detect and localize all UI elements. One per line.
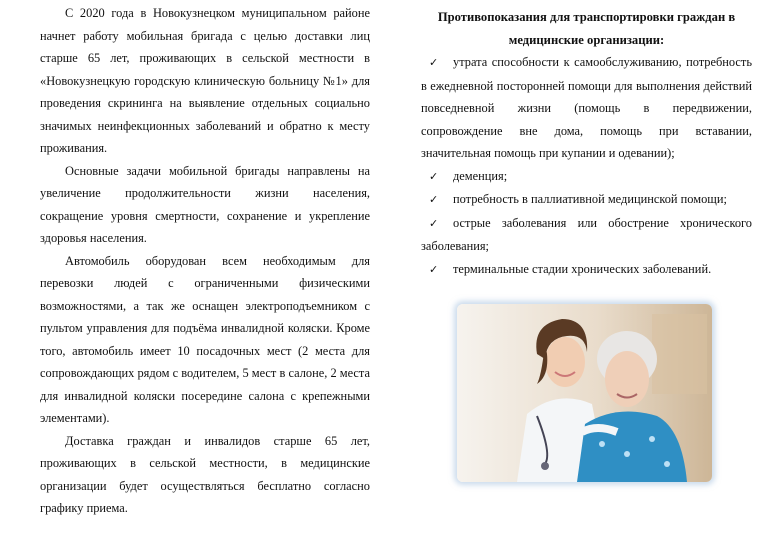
list-item <box>421 165 752 189</box>
list-item <box>421 258 752 282</box>
checkmark-icon: ✓ <box>429 56 439 69</box>
list-item-text: терминальные стадии хронических заболеваний. <box>453 261 712 276</box>
paragraph-vehicle: Автомобиль оборудован всем необходимым для перевозки людей с ограниченными физическими возможностями, а так же оснащен электроподъемником с пультом управления для подъёма инвалидной коляски. Кроме того, автомобиль имеет 10 посадочных мест (2 места для сопровождающих рядом с водителем, 5 мест в салоне, 2 места для инвалидной коляски посередине салона с крепежными элементами). <box>40 253 370 425</box>
list-item-text: острые заболевания или обострение хронического заболевания; <box>421 215 752 253</box>
list-item <box>421 212 752 258</box>
paragraph-delivery: Доставка граждан и инвалидов старше 65 лет, проживающих в сельской местности, в медицинские организации будет осуществляться бесплатно согласно графику приема. <box>40 433 370 515</box>
list-item-text: утрата способности к самообслуживанию, потребность в ежедневной посторонней помощи для выполнения действий повседневной жизни (помощь в передвижении, сопровождение вне дома, помощь при вставании, значительная помощь при купании и одевании); <box>421 55 752 160</box>
paragraph-intro: С 2020 года в Новокузнецком муниципальном районе начнет работу мобильная бригада с целью доставки лиц старше 65 лет, проживающих в сельской местности в «Новокузнецкую городскую клиническую больницу №1» для проведения скрининга на выявление отдельных социально значимых неинфекционных заболеваний и обратно к месту проживания. <box>40 6 370 155</box>
checkmark-icon: ✓ <box>429 169 439 183</box>
list-item <box>421 188 752 212</box>
checkmark-icon: ✓ <box>429 193 439 206</box>
contraindications-column <box>421 2 752 281</box>
contraindications-title: Противопоказания для транспортировки граждан в медицинские организации: <box>437 10 736 47</box>
nurse-elderly-photo <box>457 304 712 482</box>
list-item <box>421 51 752 165</box>
list-item-text: потребность в паллиативной медицинской помощи; <box>453 192 727 206</box>
checkmark-icon: ✓ <box>429 262 439 276</box>
intro-column <box>40 2 370 520</box>
checkmark-icon: ✓ <box>429 216 439 230</box>
list-item-text: деменция; <box>453 168 508 183</box>
paragraph-tasks: Основные задачи мобильной бригады направлены на увеличение продолжительности жизни населения, сокращение уровня смертности, сохранение и укрепление здоровья населения. <box>40 163 370 245</box>
contraindications-list <box>421 51 752 281</box>
